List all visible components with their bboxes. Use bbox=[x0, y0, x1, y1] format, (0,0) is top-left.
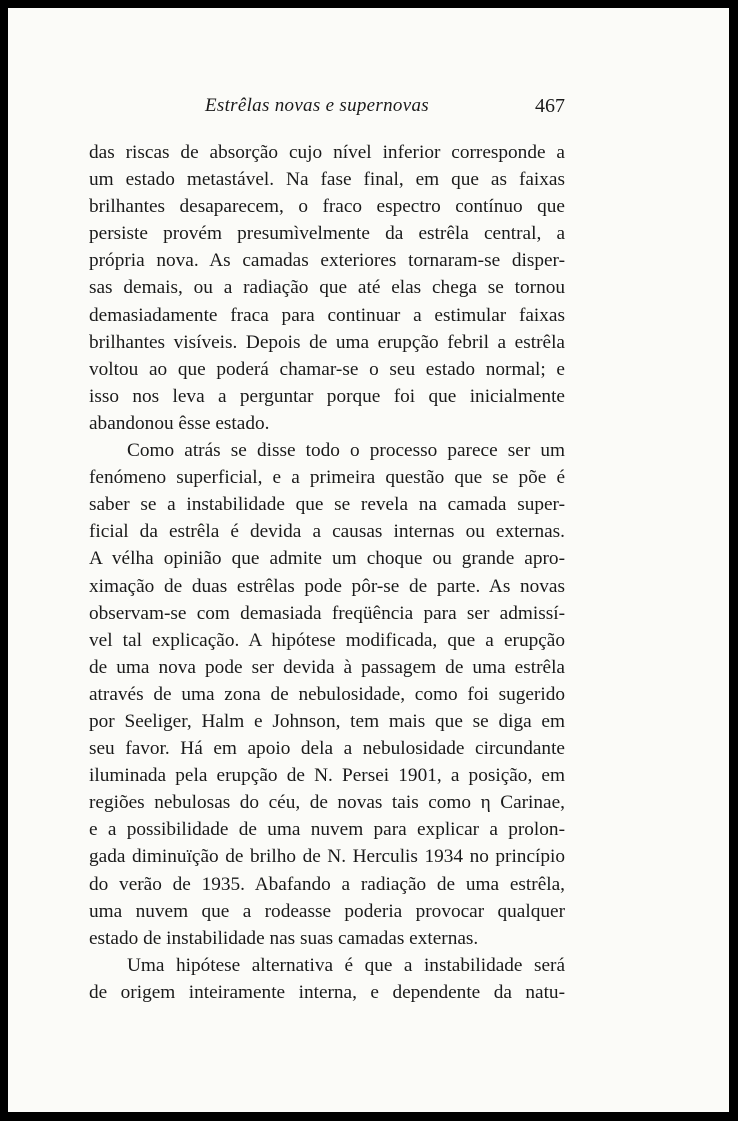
text-line: de origem inteiramente interna, e dependente da natu- bbox=[89, 981, 565, 1003]
text-line: Como atrás se disse todo o processo parece ser um bbox=[127, 440, 565, 462]
text-line: das riscas de absorção cujo nível inferior corresponde a bbox=[89, 142, 565, 163]
text-line: ficial da estrêla é devida a causas internas ou externas. bbox=[89, 521, 565, 543]
text-line: iluminada pela erupção de N. Persei 1901, a posição, em bbox=[89, 765, 565, 787]
text-line: uma nuvem que a rodeasse poderia provocar qualquer bbox=[89, 900, 565, 922]
text-line: gada diminuïção de brilho de N. Herculis 1934 no princípio bbox=[89, 846, 565, 868]
text-line: demasiadamente fraca para continuar a estimular faixas bbox=[89, 304, 565, 326]
text-line: sas demais, ou a radiação que até elas chega se tornou bbox=[89, 277, 565, 299]
running-title: Estrêlas novas e supernovas bbox=[205, 95, 429, 116]
text-line: ximação de duas estrêlas pode pôr-se de parte. As novas bbox=[89, 575, 565, 597]
text-line: fenómeno superficial, e a primeira questão que se põe é bbox=[89, 467, 565, 489]
text-line: brilhantes visíveis. Depois de uma erupção febril a estrêla bbox=[89, 331, 565, 353]
text-line: observam-se com demasiada freqüência para ser admissí- bbox=[89, 602, 565, 624]
text-line: através de uma zona de nebulosidade, como foi sugerido bbox=[89, 683, 565, 705]
page-number: 467 bbox=[535, 95, 565, 117]
text-line: própria nova. As camadas exteriores tornaram-se disper- bbox=[89, 250, 565, 272]
text-line: Uma hipótese alternativa é que a instabilidade será bbox=[127, 954, 565, 976]
text-line: voltou ao que poderá chamar-se o seu estado normal; e bbox=[89, 358, 565, 380]
text-line: saber se a instabilidade que se revela na camada super- bbox=[89, 494, 565, 516]
text-line: seu favor. Há em apoio dela a nebulosidade circundante bbox=[89, 738, 565, 760]
text-line: um estado metastável. Na fase final, em que as faixas bbox=[89, 169, 565, 191]
text-line: brilhantes desaparecem, o fraco espectro contínuo que bbox=[89, 196, 565, 218]
text-line: vel tal explicação. A hipótese modificada, que a erupção bbox=[89, 629, 565, 651]
text-line: do verão de 1935. Abafando a radiação de uma estrêla, bbox=[89, 873, 565, 895]
text-line: por Seeliger, Halm e Johnson, tem mais que se diga em bbox=[89, 710, 565, 732]
text-line: persiste provém presumìvelmente da estrêla central, a bbox=[89, 223, 565, 245]
text-line: isso nos leva a perguntar porque foi que inicialmente bbox=[89, 385, 565, 407]
running-head bbox=[0, 95, 738, 125]
body-text bbox=[89, 139, 565, 1006]
text-line: estado de instabilidade nas suas camadas externas. bbox=[89, 927, 479, 949]
text-line: abandonou êsse estado. bbox=[89, 412, 270, 434]
text-line: regiões nebulosas do céu, de novas tais como η Carinae, bbox=[89, 792, 565, 814]
text-line: de uma nova pode ser devida à passagem de uma estrêla bbox=[89, 656, 565, 678]
text-line: e a possibilidade de uma nuvem para explicar a prolon- bbox=[89, 819, 565, 841]
text-line: A vélha opinião que admite um choque ou grande apro- bbox=[89, 548, 565, 570]
